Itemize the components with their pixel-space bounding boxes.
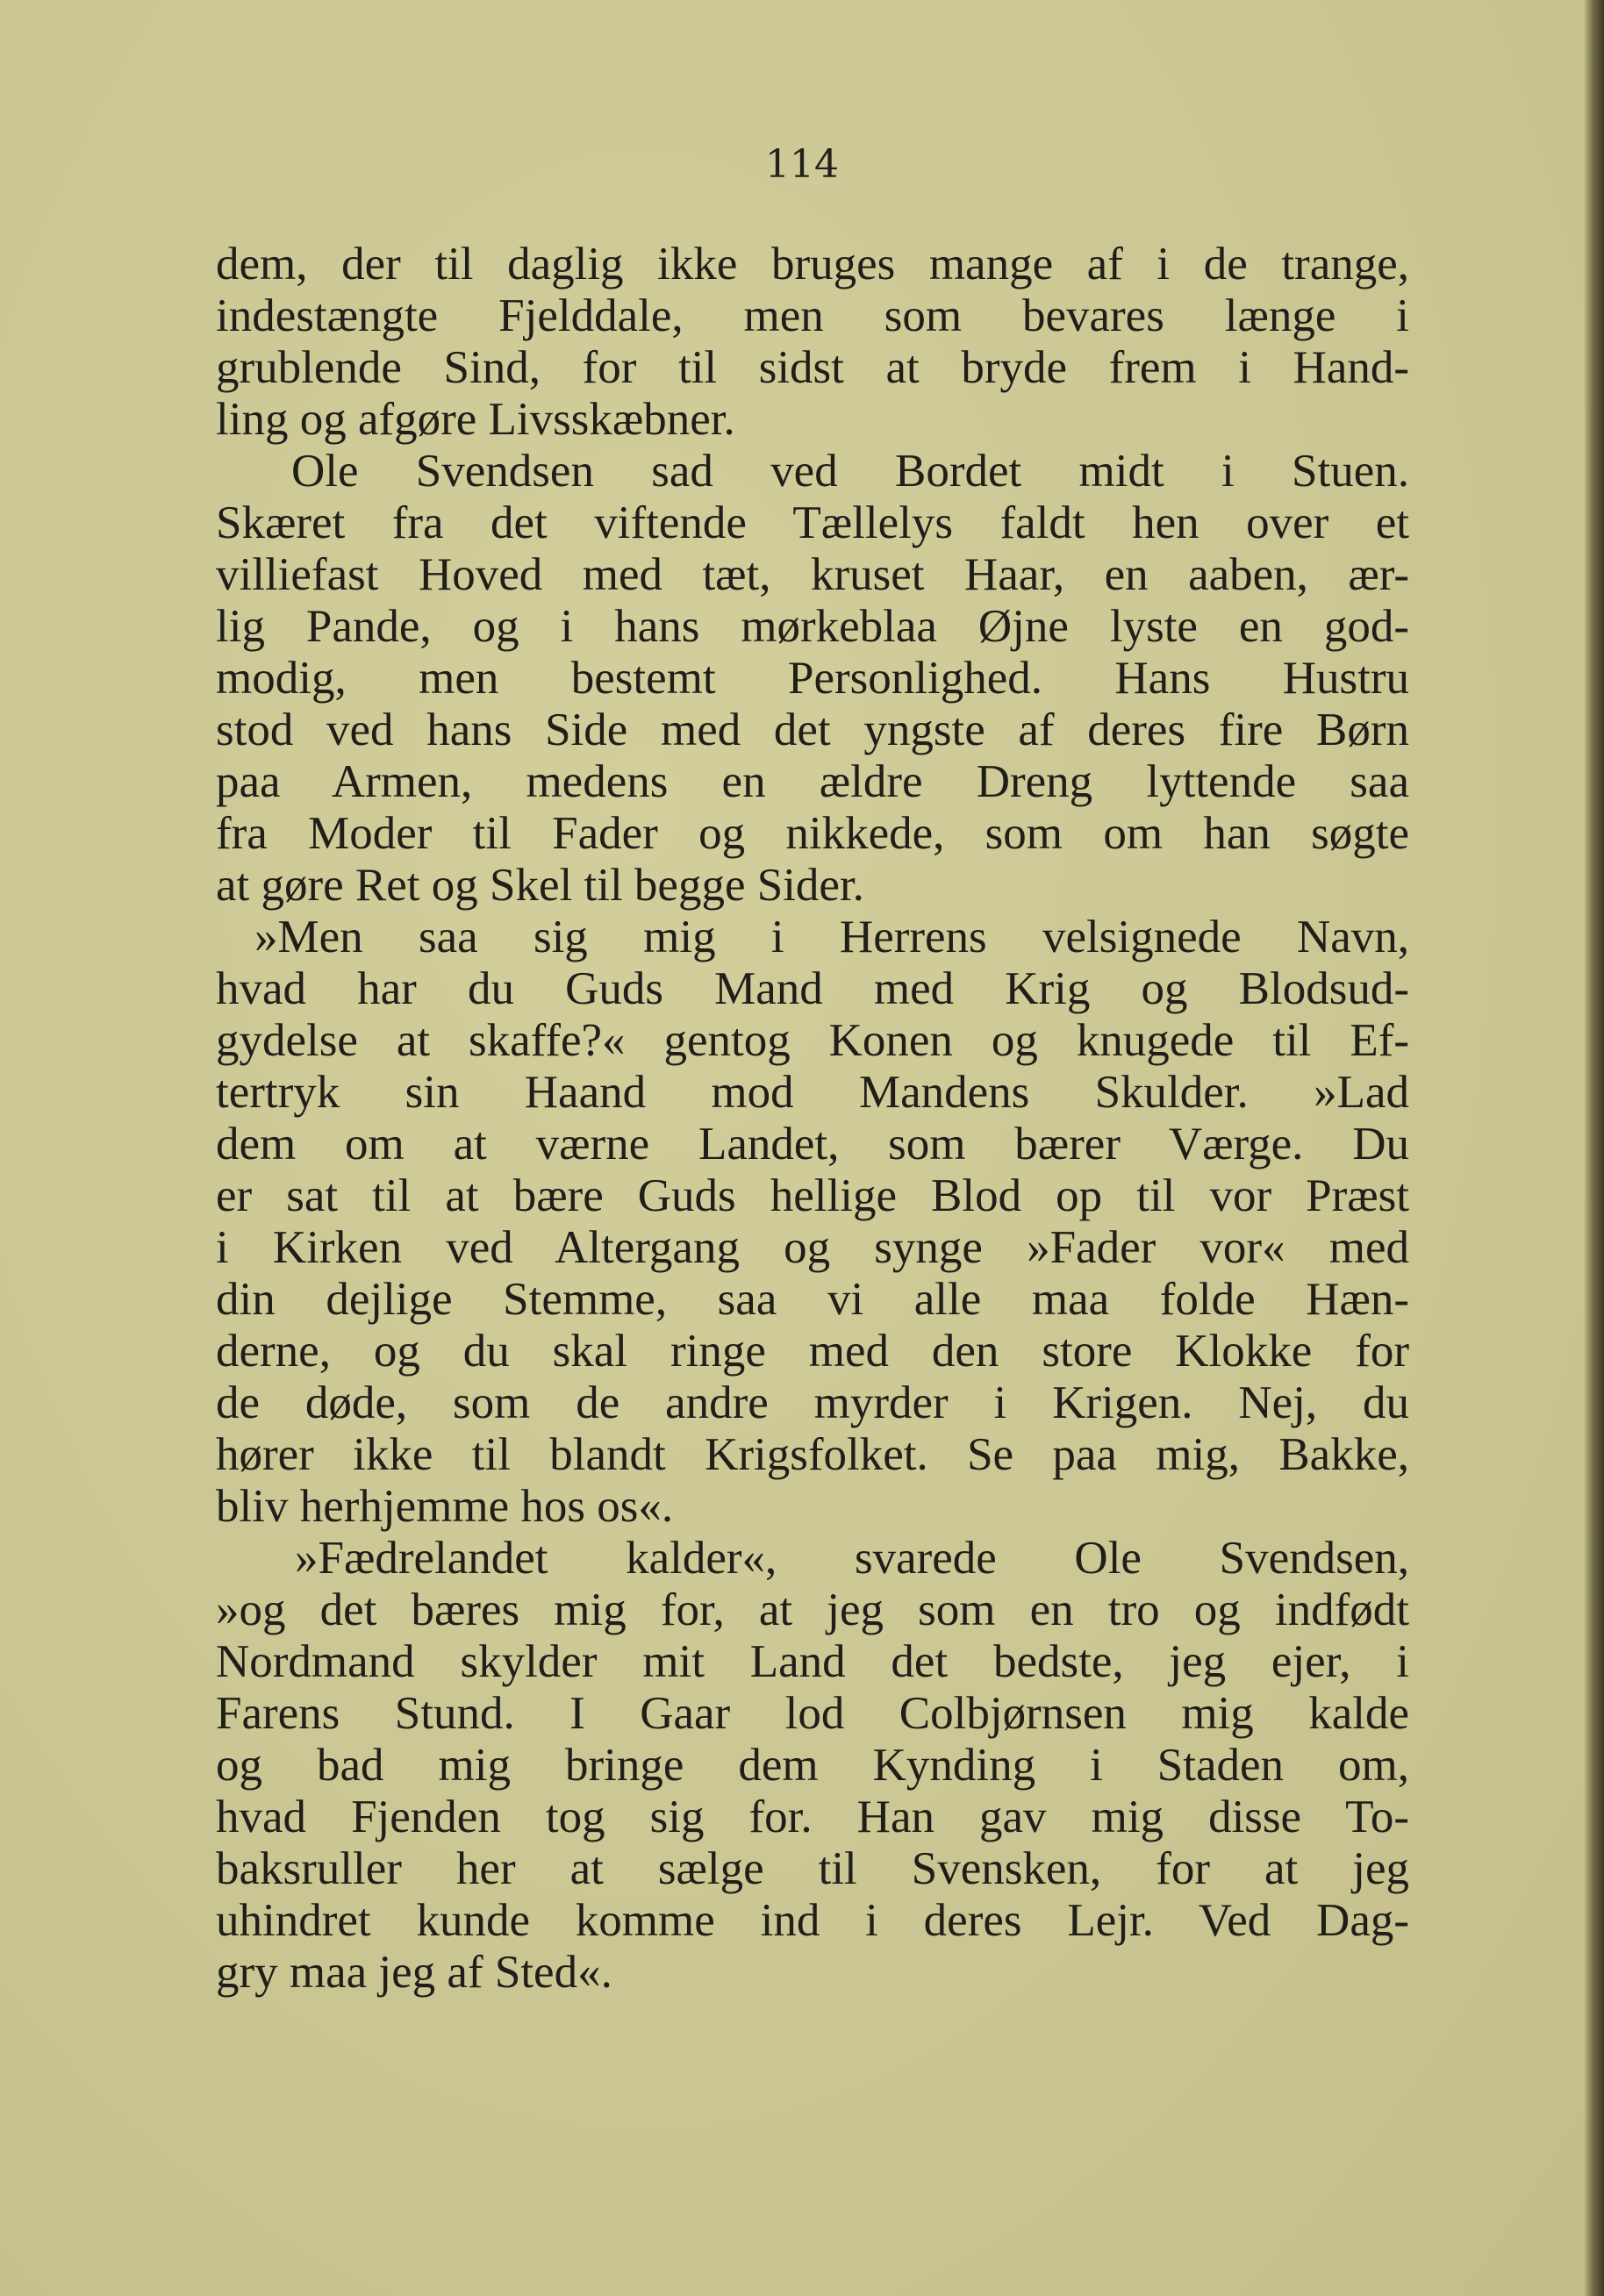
text-line: »Fædrelandet kalder«, svarede Ole Svendsen,: [295, 1533, 1409, 1584]
text-line: fra Moder til Fader og nikkede, som om han søgte: [216, 808, 1409, 859]
text-line: dem om at værne Landet, som bærer Værge. Du: [216, 1119, 1409, 1169]
text-line: i Kirken ved Altergang og synge »Fader vor« med: [216, 1222, 1409, 1273]
text-line: er sat til at bære Guds hellige Blod op til vor Præst: [216, 1170, 1409, 1221]
text-line: villiefast Hoved med tæt, kruset Haar, en aaben, ær-: [216, 549, 1409, 600]
text-line: dem, der til daglig ikke bruges mange af i de trange,: [216, 239, 1409, 290]
body-text: [216, 239, 1409, 1999]
text-line: ling og afgøre Livsskæbner.: [216, 394, 735, 445]
page-edge-shadow: [1585, 0, 1604, 2296]
text-line: de døde, som de andre myrder i Krigen. Nej, du: [216, 1377, 1409, 1428]
text-line: gry maa jeg af Sted«.: [216, 1947, 612, 1998]
text-line: Ole Svendsen sad ved Bordet midt i Stuen.: [291, 446, 1409, 497]
text-line: uhindret kunde komme ind i deres Lejr. Ved Dag-: [216, 1895, 1409, 1946]
text-line: »og det bæres mig for, at jeg som en tro og indfødt: [216, 1584, 1409, 1635]
text-line: grublende Sind, for til sidst at bryde frem i Hand-: [216, 342, 1409, 393]
text-line: gydelse at skaffe?« gentog Konen og knugede til Ef-: [216, 1015, 1409, 1066]
text-line: hvad Fjenden tog sig for. Han gav mig disse To-: [216, 1792, 1409, 1842]
text-line: hører ikke til blandt Krigsfolket. Se paa mig, Bakke,: [216, 1429, 1409, 1480]
text-line: og bad mig bringe dem Kynding i Staden om,: [216, 1740, 1409, 1791]
page-number: 114: [765, 142, 839, 187]
text-line: indestængte Fjelddale, men som bevares længe i: [216, 290, 1409, 341]
text-line: din dejlige Stemme, saa vi alle maa folde Hæn-: [216, 1274, 1409, 1325]
text-line: bliv herhjemme hos os«.: [216, 1481, 674, 1532]
text-line: hvad har du Guds Mand med Krig og Blodsud-: [216, 963, 1409, 1014]
text-line: modig, men bestemt Personlighed. Hans Hustru: [216, 653, 1409, 704]
text-line: lig Pande, og i hans mørkeblaa Øjne lyste en god-: [216, 601, 1409, 652]
text-line: Farens Stund. I Gaar lod Colbjørnsen mig kalde: [216, 1688, 1409, 1739]
text-line: derne, og du skal ringe med den store Klokke for: [216, 1326, 1409, 1377]
text-line: Nordmand skylder mit Land det bedste, jeg ejer, i: [216, 1636, 1409, 1687]
text-line: stod ved hans Side med det yngste af deres fire Børn: [216, 705, 1409, 755]
text-line: tertryk sin Haand mod Mandens Skulder. »Lad: [216, 1067, 1409, 1118]
text-line: »Men saa sig mig i Herrens velsignede Navn,: [254, 912, 1409, 962]
text-line: at gøre Ret og Skel til begge Sider.: [216, 860, 864, 911]
text-line: paa Armen, medens en ældre Dreng lyttende saa: [216, 756, 1409, 807]
text-line: baksruller her at sælge til Svensken, for at jeg: [216, 1843, 1409, 1894]
text-line: Skæret fra det viftende Tællelys faldt hen over et: [216, 497, 1409, 548]
